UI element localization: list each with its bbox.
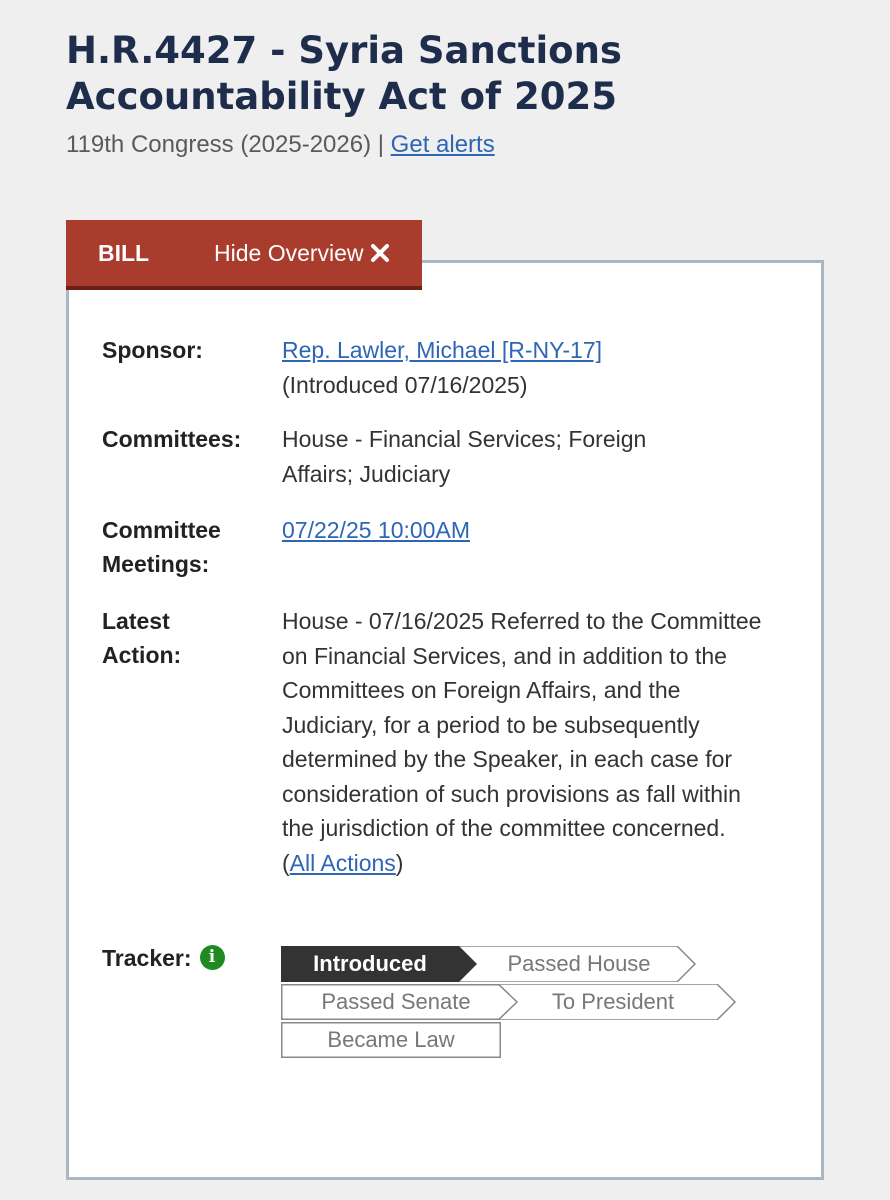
sponsor-label: Sponsor:	[102, 337, 203, 363]
meetings-value	[282, 513, 772, 581]
all-actions-open: (	[282, 849, 290, 876]
tracker-step-label: Passed Senate	[321, 989, 471, 1014]
tab-bill[interactable]: BILL	[98, 239, 150, 266]
latest-action-text: House - 07/16/2025 Referred to the Committee on Financial Services, and in addition to the Committees on Foreign Affairs, and the Judiciary, for a period to be subsequently determined by the Speaker, in each case for consideration of such provisions as fall within the jurisdiction of the committee concerned.	[282, 608, 762, 841]
tracker-step-to-president	[499, 984, 739, 1020]
latest-action-row	[102, 604, 802, 880]
sponsor-value	[282, 333, 772, 402]
tracker-step-label: Introduced	[313, 951, 427, 976]
committees-value: House - Financial Services; Foreign Affairs; Judiciary	[282, 426, 647, 487]
tracker-step-passed-senate	[281, 984, 521, 1020]
tab-bar	[66, 220, 422, 290]
latest-action-value	[282, 604, 767, 880]
tracker-step-introduced	[281, 946, 481, 982]
tracker-step-label: Passed House	[507, 951, 651, 976]
meetings-label-line2: Meetings:	[102, 551, 210, 577]
page-title: H.R.4427 - Syria Sanctions Accountability Act of 2025	[66, 29, 622, 118]
all-actions-link[interactable]: All Actions	[289, 849, 396, 876]
separator: |	[377, 131, 384, 158]
committees-label: Committees:	[102, 426, 242, 452]
meetings-label-line1: Committee	[102, 517, 221, 543]
hide-overview-label: Hide Overview	[214, 239, 364, 266]
sponsor-row	[102, 333, 802, 402]
congress-text: 119th Congress (2025-2026)	[66, 131, 372, 158]
tracker-label: Tracker:	[102, 945, 192, 971]
meeting-link[interactable]: 07/22/25 10:00AM	[282, 517, 470, 543]
hide-overview-button[interactable]	[214, 240, 390, 267]
sponsor-introduced: (Introduced 07/16/2025)	[282, 371, 528, 398]
latest-label-line2: Action:	[102, 642, 182, 668]
close-icon	[370, 243, 390, 263]
sponsor-link[interactable]: Rep. Lawler, Michael [R-NY-17]	[282, 337, 603, 363]
tracker-step-became-law	[281, 1022, 501, 1058]
tracker-step-passed-house	[459, 946, 699, 982]
congress-line	[66, 130, 495, 160]
tracker-label-wrap	[102, 941, 282, 975]
tracker-step-label: Became Law	[327, 1027, 455, 1052]
get-alerts-link[interactable]: Get alerts	[390, 131, 495, 158]
meetings-row	[102, 513, 802, 581]
latest-label-line1: Latest	[102, 608, 170, 634]
latest-action-label	[102, 604, 282, 880]
all-actions-close: )	[395, 849, 404, 876]
tracker-step-label: To President	[551, 989, 675, 1014]
bill-tracker	[281, 946, 751, 1066]
info-icon[interactable]: i	[200, 945, 225, 970]
committees-row	[102, 422, 802, 491]
meetings-label	[102, 513, 282, 581]
